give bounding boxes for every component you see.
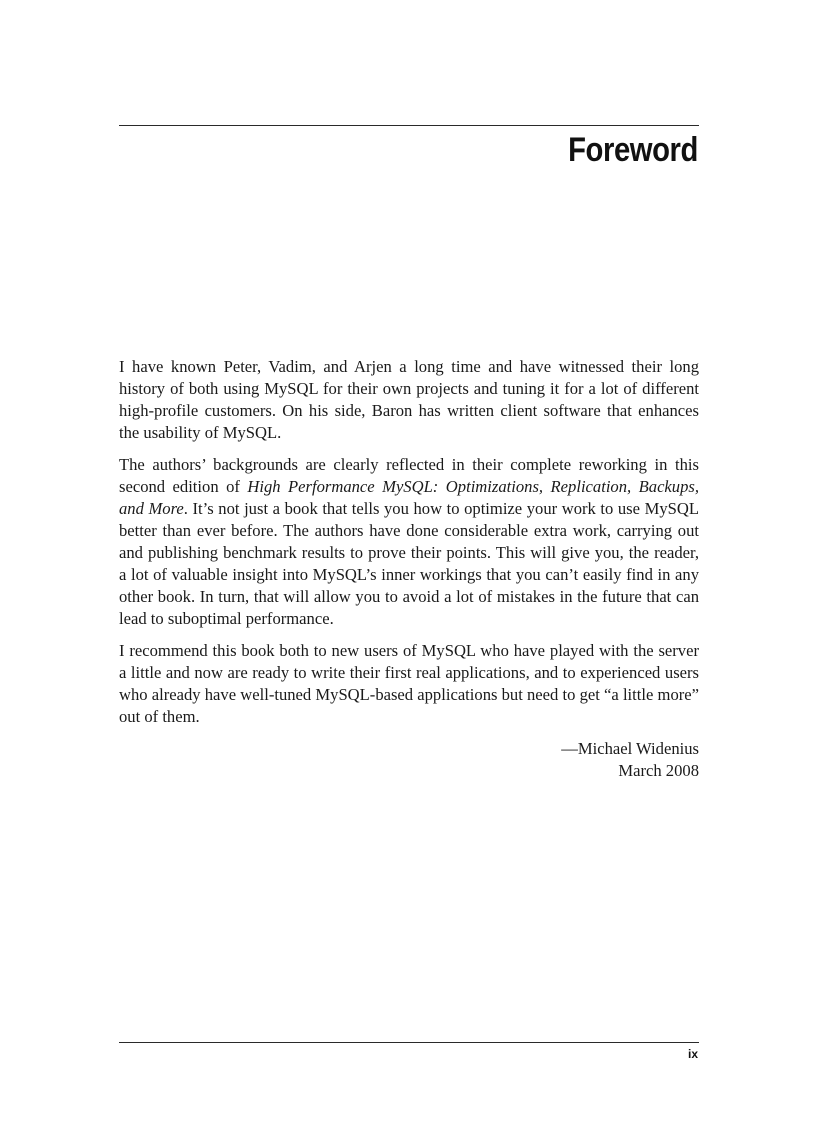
page-number: ix — [687, 1047, 698, 1061]
paragraph-3: I recommend this book both to new users of MySQL who have played with the server a little and now are ready to write their first real applications, and to experienced users who already have well-tuned MySQL-based applications but need to get “a little more” out of them. — [119, 641, 699, 726]
paragraph-2-rest: . It’s not just a book that tells you how to optimize your work to use MySQL better than ever before. The authors have done considerable extra work, carrying out and publishing benchmark results to prove their points. This will give you, the reader, a lot of valuable insight into MySQL’s inner workings that you can’t easily find in any other book. In turn, that will allow you to avoid a lot of mistakes in the future that can lead to suboptimal performance. — [119, 499, 699, 628]
footer-rule — [119, 1042, 699, 1043]
paragraph-2 — [119, 454, 699, 630]
header-rule — [119, 125, 699, 126]
paragraph-1: I have known Peter, Vadim, and Arjen a long time and have witnessed their long history of both using MySQL for their own projects and tuning it for a lot of different high-profile customers. On his side, Baron has written client software that enhances the usability of MySQL. — [119, 357, 699, 442]
signature-date: March 2008 — [618, 761, 699, 780]
paragraph-2-intro: The authors’ backgrounds are clearly reflected in their complete reworking in this second edition of — [119, 455, 699, 496]
foreword-body — [119, 356, 699, 782]
signature-block — [119, 738, 699, 782]
book-title: High Performance MySQL: Optimizations, Replication, Backups, and More — [119, 477, 699, 518]
page-title: Foreword — [568, 131, 698, 169]
signature-author: —Michael Widenius — [561, 739, 699, 758]
